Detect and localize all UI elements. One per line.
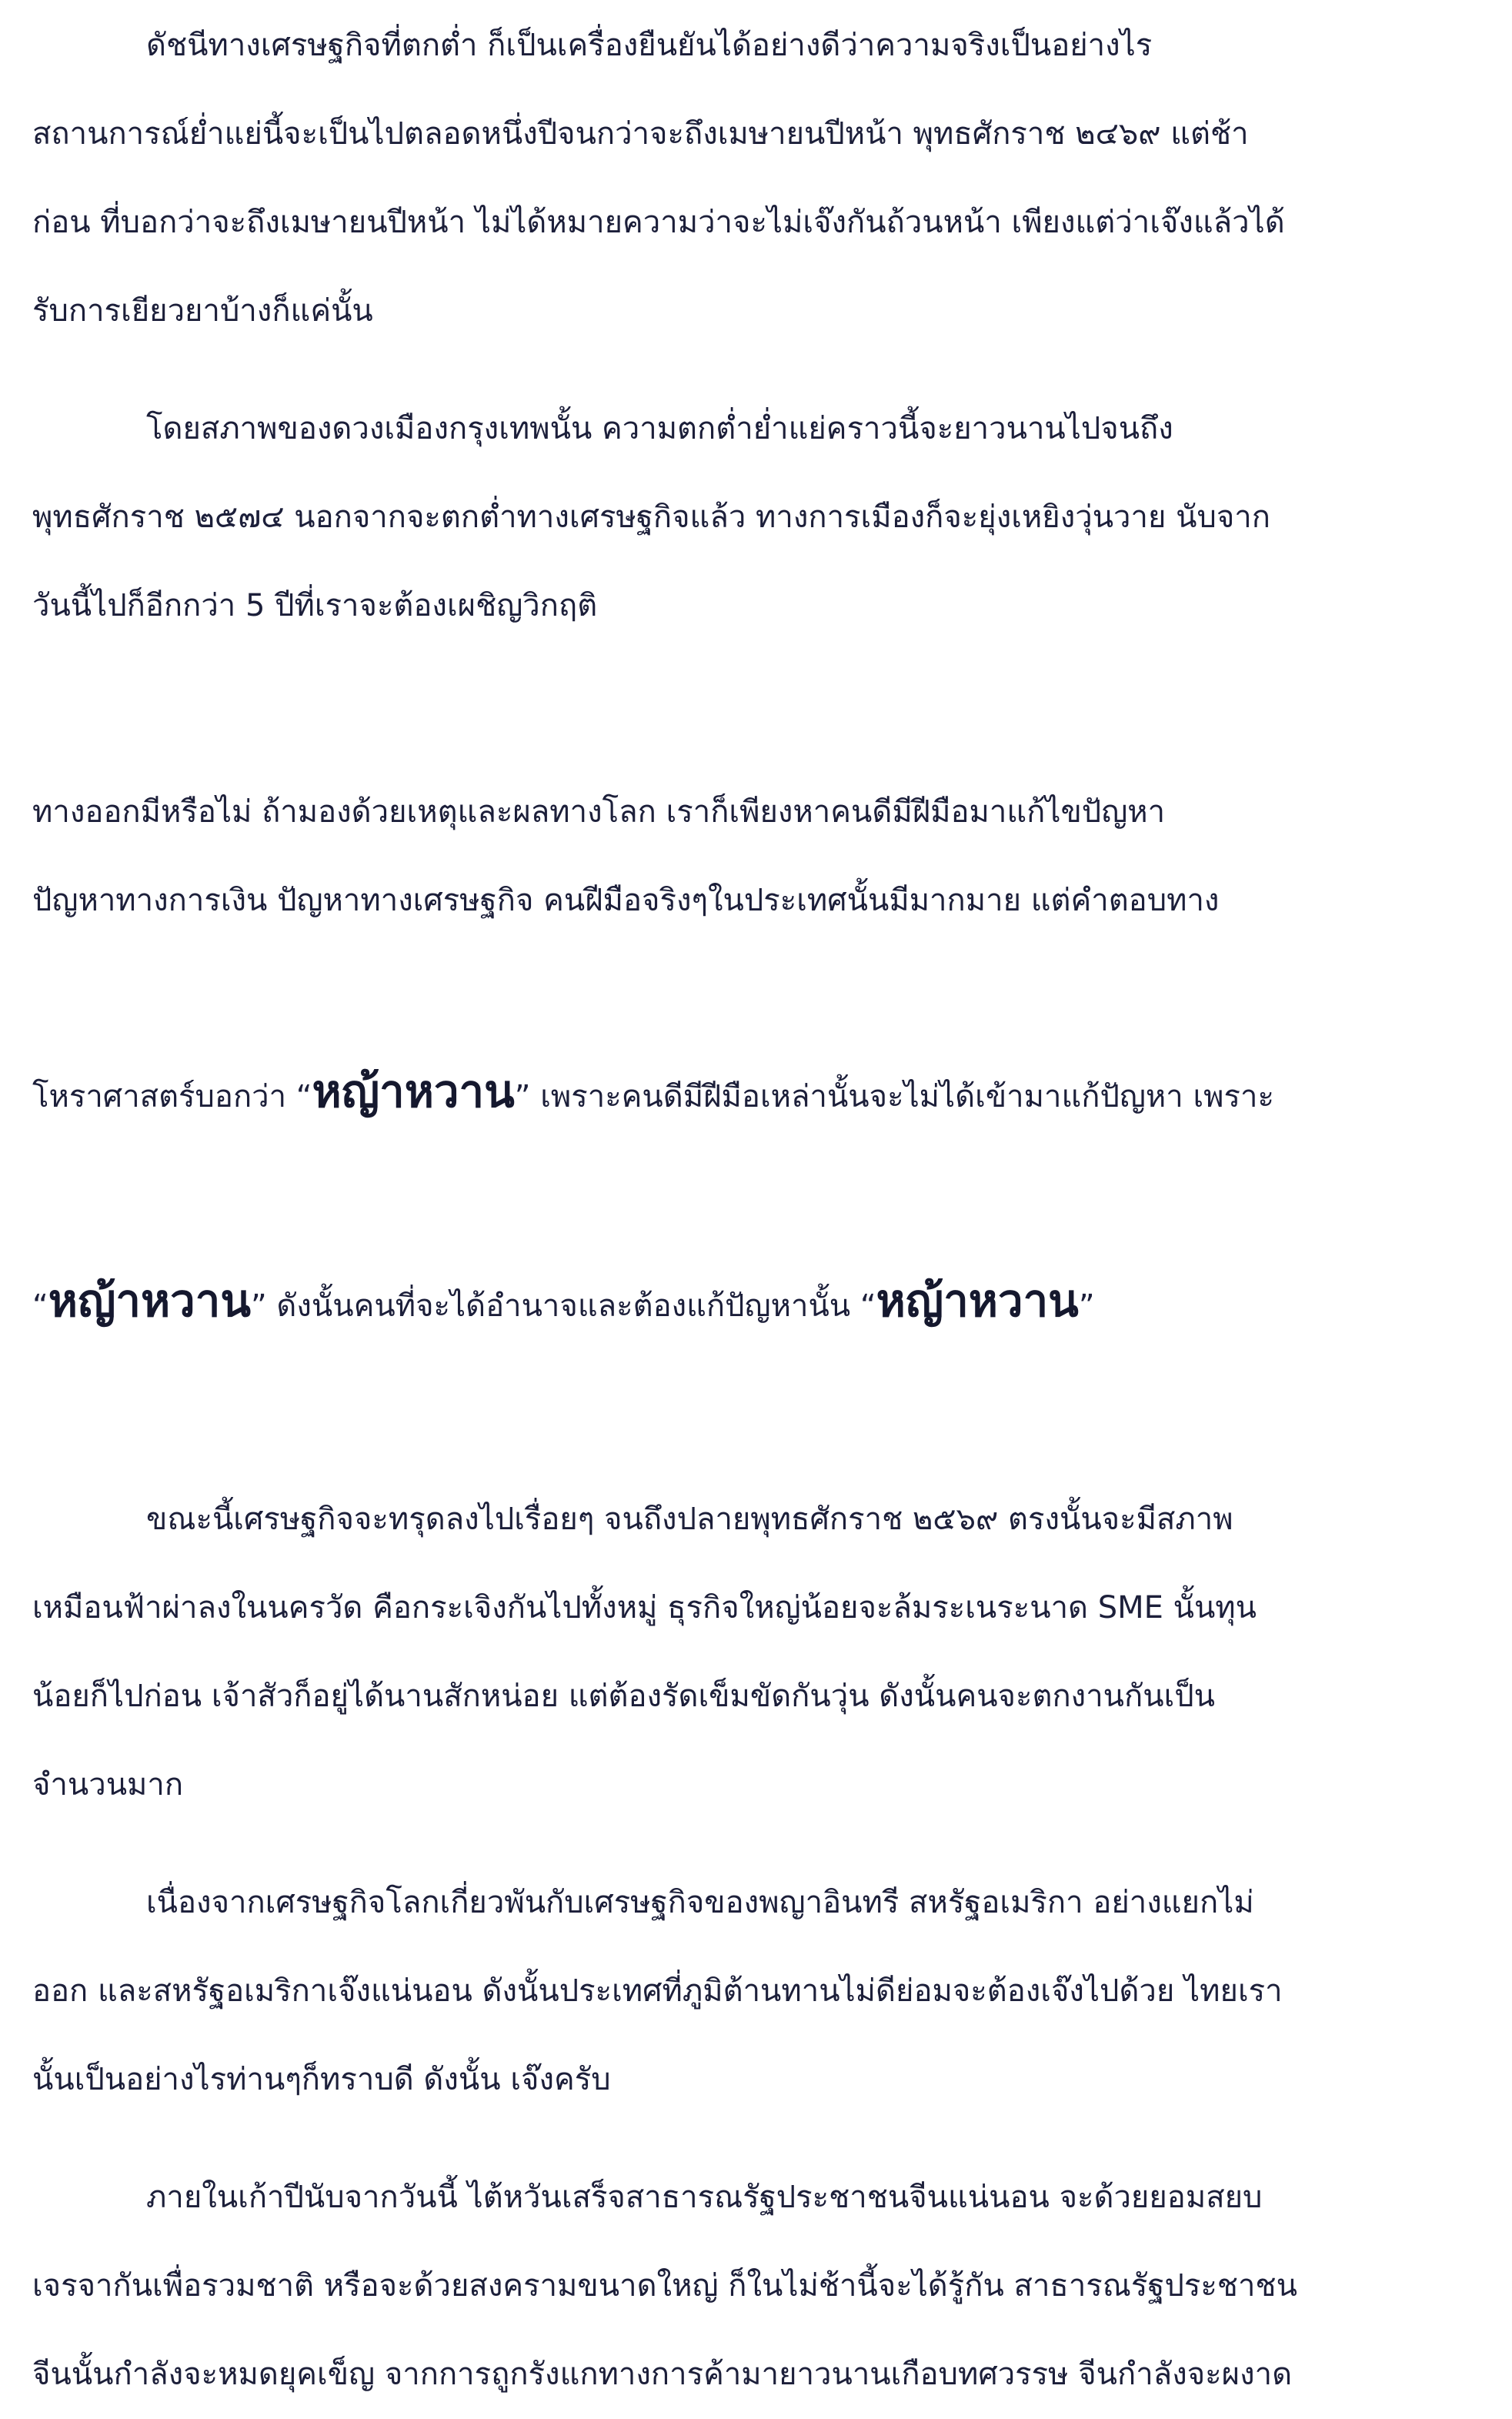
paragraph-economic-collapse: ขณะนี้เศรษฐกิจจะทรุดลงไปเรื่อยๆ จนถึงปลายพุทธศักราช ๒๕๖๙ ตรงนั้นจะมีสภาพ เหมือนฟ้าผ่าลงในนครวัด คือกระเจิงกันไปทั้งหมู่ ธุรกิจใหญ่น้อยจะล้มระเนระนาด SME นั้นทุน น้อยก็ไปก่อน เจ้าสัวก็อยู่ได้นานสักหน่อย แต่ต้องรัดเข็มขัดกันวุ่น ดังนั้นคนจะตกงานกันเป็น จำนวนมาก [32, 1502, 1257, 1803]
solution-line-3-suffix: ” เพราะคนดีมีฝีมือเหล่านั้นจะไม่ได้เข้ามาแก้ปัญหา เพราะ [514, 1079, 1274, 1114]
paragraph-solution [32, 680, 1481, 1452]
emphasis-word: หญ้าหวาน [876, 1275, 1079, 1327]
solution-line-4-quote-close: ” [1078, 1288, 1095, 1324]
paragraph-bangkok-fate: โดยสภาพของดวงเมืองกรุงเทพนั้น ความตกต่ำย่ำแย่คราวนี้จะยาวนานไปจนถึง พุทธศักราช ๒๕๗๔ นอกจากจะตกต่ำทางเศรษฐกิจแล้ว ทางการเมืองก็จะยุ่งเหยิงวุ่นวาย นับจาก วันนี้ไปก็อีกกว่า 5 ปีที่เราจะต้องเผชิญวิกฤติ [32, 411, 1270, 623]
emphasis-word: หญ้าหวาน [312, 1065, 515, 1118]
solution-line-4 [32, 1243, 1481, 1364]
solution-line-4-quote-open: “ [32, 1288, 48, 1324]
solution-line-3 [32, 1034, 1481, 1154]
solution-line-1: ทางออกมีหรือไม่ ถ้ามองด้วยเหตุและผลทางโลก เราก็เพียงหาคนดีมีฝีมือมาแก้ไขปัญหา [32, 794, 1166, 830]
paragraph-economic-index: ดัชนีทางเศรษฐกิจที่ตกต่ำ ก็เป็นเครื่องยืนยันได้อย่างดีว่าความจริงเป็นอย่างไร สถานการณ์ย่ำแย่นี้จะเป็นไปตลอดหนึ่งปีจนกว่าจะถึงเมษายนปีหน้า พุทธศักราช ๒๔๖๙ แต่ช้า ก่อน ที่บอกว่าจะถึงเมษายนปีหน้า ไม่ได้หมายความว่าจะไม่เจ๊งกันถ้วนหน้า เพียงแต่ว่าเจ๊งแล้วได้ รับการเยียวยาบ้างก็แค่นั้น [32, 28, 1285, 329]
emphasis-word: หญ้าหวาน [48, 1275, 251, 1327]
solution-line-3-prefix: โหราศาสตร์บอกว่า “ [32, 1079, 312, 1114]
paragraph-us-economy: เนื่องจากเศรษฐกิจโลกเกี่ยวพันกับเศรษฐกิจของพญาอินทรี สหรัฐอเมริกา อย่างแยกไม่ ออก และสหรัฐอเมริกาเจ๊งแน่นอน ดังนั้นประเทศที่ภูมิต้านทานไม่ดีย่อมจะต้องเจ๊งไปด้วย ไทยเรา นั้นเป็นอย่างไรท่านๆก็ทราบดี ดังนั้น เจ๊งครับ [32, 1885, 1283, 2097]
paragraph-taiwan-china: ภายในเก้าปีนับจากวันนี้ ไต้หวันเสร็จสาธารณรัฐประชาชนจีนแน่นอน จะด้วยยอมสยบ เจรจากันเพื่อรวมชาติ หรือจะด้วยสงครามขนาดใหญ่ ก็ในไม่ช้านี้จะได้รู้กัน สาธารณรัฐประชาชน จีนนั้นกำลังจะหมดยุคเข็ญ จากการถูกรังแกทางการค้ามายาวนานเกือบทศวรรษ จีนกำลังจะผงาด [32, 2180, 1297, 2392]
solution-line-4-middle: ” ดังนั้นคนที่จะได้อำนาจและต้องแก้ปัญหานั้น “ [250, 1288, 876, 1324]
solution-line-2: ปัญหาทางการเงิน ปัญหาทางเศรษฐกิจ คนฝีมือจริงๆในประเทศนั้นมีมากมาย แต่คำตอบทาง [32, 883, 1220, 918]
